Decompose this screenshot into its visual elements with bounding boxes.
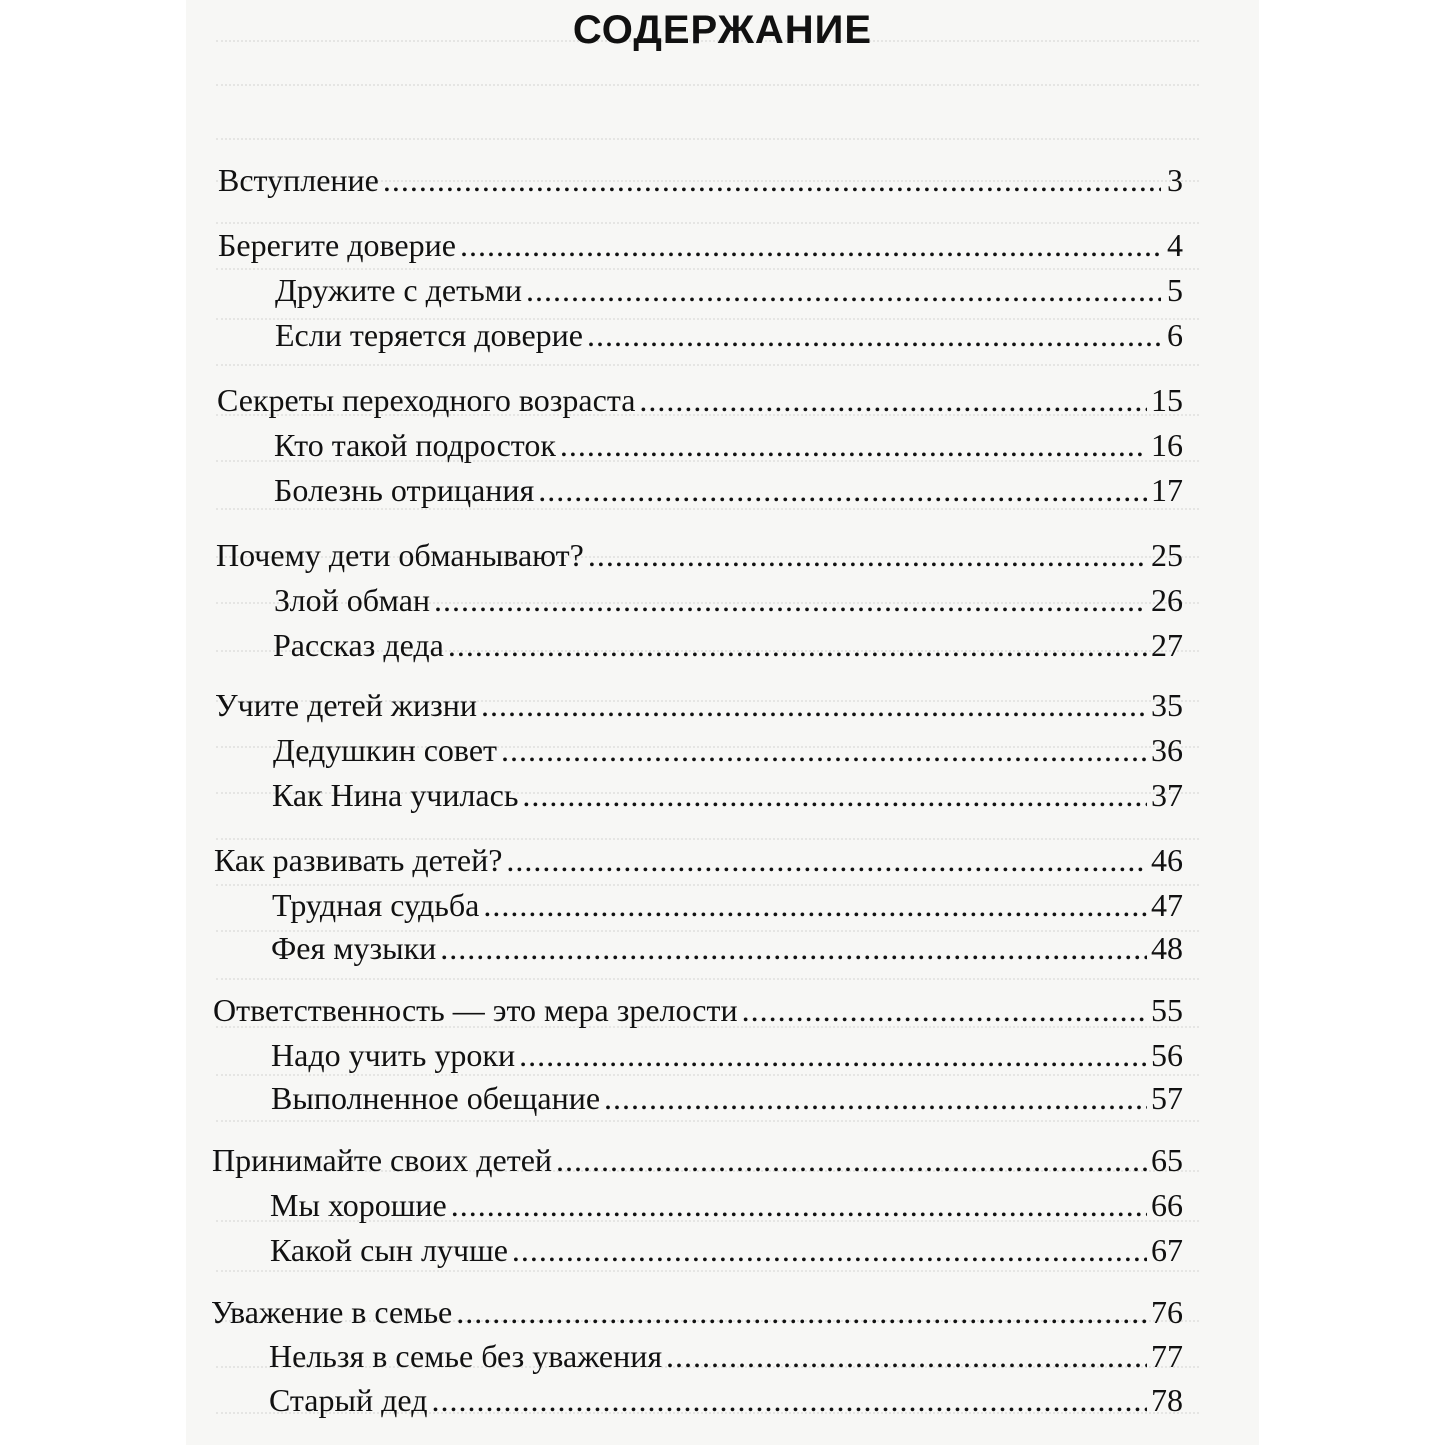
toc-section-row	[269, 1380, 1183, 1420]
toc-chapter-row	[212, 1140, 1183, 1180]
toc-entry-label: Уважение в семье	[211, 1294, 453, 1330]
toc-entry-label: Старый дед	[269, 1382, 428, 1418]
dot-leader	[434, 580, 1147, 620]
toc-section-row	[270, 1230, 1183, 1270]
toc-entry-label: Ответственность — это мера зрелости	[213, 992, 738, 1028]
dot-leader	[522, 775, 1147, 815]
dot-leader	[588, 535, 1147, 575]
toc-entry-label: Рассказ деда	[273, 627, 444, 663]
toc-page-number: 37	[1151, 777, 1183, 813]
toc-page-number: 76	[1151, 1294, 1183, 1330]
dot-leader	[448, 625, 1147, 665]
toc-entry-label: Как Нина училась	[272, 777, 519, 813]
toc-section-row	[274, 580, 1183, 620]
toc-entry-label: Если теряется доверие	[275, 317, 583, 353]
toc-page-number: 26	[1151, 582, 1183, 618]
toc-entry-label: Как развивать детей?	[214, 842, 503, 878]
toc-page-number: 65	[1151, 1142, 1183, 1178]
toc-section-row	[273, 730, 1183, 770]
toc-chapter-row	[215, 685, 1183, 725]
toc-entry-label: Болезнь отрицания	[274, 472, 535, 508]
toc-section-row	[275, 270, 1183, 310]
dot-leader	[383, 160, 1161, 200]
dot-leader	[604, 1078, 1147, 1118]
toc-page-number: 77	[1151, 1338, 1183, 1374]
dot-leader	[526, 270, 1161, 310]
toc-page-number: 78	[1151, 1382, 1183, 1418]
toc-page-number: 66	[1151, 1187, 1183, 1223]
dot-leader	[501, 730, 1147, 770]
toc-entry-label: Кто такой подросток	[274, 427, 556, 463]
dot-leader	[560, 425, 1147, 465]
table-of-contents	[186, 0, 1259, 1445]
toc-entry-label: Выполненное обещание	[271, 1080, 601, 1116]
toc-entry-label: Вступление	[218, 162, 379, 198]
toc-entry-label: Мы хорошие	[270, 1187, 447, 1223]
toc-entry-label: Фея музыки	[271, 930, 437, 966]
dot-leader	[460, 225, 1161, 265]
dot-leader	[512, 1230, 1147, 1270]
dot-leader	[666, 1336, 1147, 1376]
toc-section-row	[274, 425, 1183, 465]
toc-entry-label: Секреты переходного возраста	[217, 382, 636, 418]
toc-entry-label: Нельзя в семье без уважения	[269, 1338, 663, 1374]
toc-section-row	[275, 315, 1183, 355]
toc-entry-label: Почему дети обманывают?	[216, 537, 584, 573]
toc-entry-label: Злой обман	[274, 582, 431, 618]
toc-page-number: 3	[1167, 162, 1183, 198]
toc-section-row	[272, 775, 1183, 815]
book-page	[186, 0, 1259, 1445]
toc-page-number: 6	[1167, 317, 1183, 353]
toc-page-number: 35	[1151, 687, 1183, 723]
toc-section-row	[270, 1185, 1183, 1225]
toc-section-row	[272, 885, 1183, 925]
toc-section-row	[274, 470, 1183, 510]
dot-leader	[440, 928, 1147, 968]
toc-entry-label: Дедушкин совет	[273, 732, 498, 768]
toc-entry-label: Берегите доверие	[218, 227, 456, 263]
dot-leader	[742, 990, 1147, 1030]
toc-entry-label: Надо учить уроки	[271, 1037, 516, 1073]
toc-chapter-row	[211, 1292, 1183, 1332]
toc-chapter-row	[216, 535, 1183, 575]
dot-leader	[506, 840, 1147, 880]
toc-section-row	[271, 1035, 1183, 1075]
toc-page-number: 47	[1151, 887, 1183, 923]
dot-leader	[451, 1185, 1147, 1225]
toc-page-number: 27	[1151, 627, 1183, 663]
toc-page-number: 56	[1151, 1037, 1183, 1073]
dot-leader	[481, 685, 1147, 725]
toc-chapter-row	[217, 380, 1183, 420]
toc-entry-label: Принимайте своих детей	[212, 1142, 553, 1178]
toc-chapter-row	[214, 840, 1183, 880]
page-title: СОДЕРЖАНИЕ	[572, 8, 873, 52]
dot-leader	[483, 885, 1147, 925]
toc-page-number: 67	[1151, 1232, 1183, 1268]
toc-page-number: 48	[1151, 930, 1183, 966]
toc-section-row	[273, 625, 1183, 665]
toc-entry-label: Какой сын лучше	[270, 1232, 508, 1268]
toc-page-number: 17	[1151, 472, 1183, 508]
toc-page-number: 46	[1151, 842, 1183, 878]
toc-entry-label: Учите детей жизни	[215, 687, 477, 723]
toc-section-row	[271, 1078, 1183, 1118]
dot-leader	[587, 315, 1161, 355]
toc-page-number: 55	[1151, 992, 1183, 1028]
toc-chapter-row	[218, 160, 1183, 200]
toc-chapter-row	[213, 990, 1183, 1030]
dot-leader	[538, 470, 1147, 510]
toc-page-number: 15	[1151, 382, 1183, 418]
toc-section-row	[271, 928, 1183, 968]
toc-page-number: 4	[1167, 227, 1183, 263]
toc-entry-label: Трудная судьба	[272, 887, 480, 923]
toc-page-number: 16	[1151, 427, 1183, 463]
dot-leader	[431, 1380, 1147, 1420]
dot-leader	[519, 1035, 1147, 1075]
toc-page-number: 5	[1167, 272, 1183, 308]
toc-page-number: 25	[1151, 537, 1183, 573]
toc-section-row	[269, 1336, 1183, 1376]
dot-leader	[456, 1292, 1147, 1332]
dot-leader	[556, 1140, 1147, 1180]
toc-chapter-row	[218, 225, 1183, 265]
dot-leader	[639, 380, 1147, 420]
toc-entry-label: Дружите с детьми	[275, 272, 523, 308]
toc-page-number: 36	[1151, 732, 1183, 768]
toc-page-number: 57	[1151, 1080, 1183, 1116]
